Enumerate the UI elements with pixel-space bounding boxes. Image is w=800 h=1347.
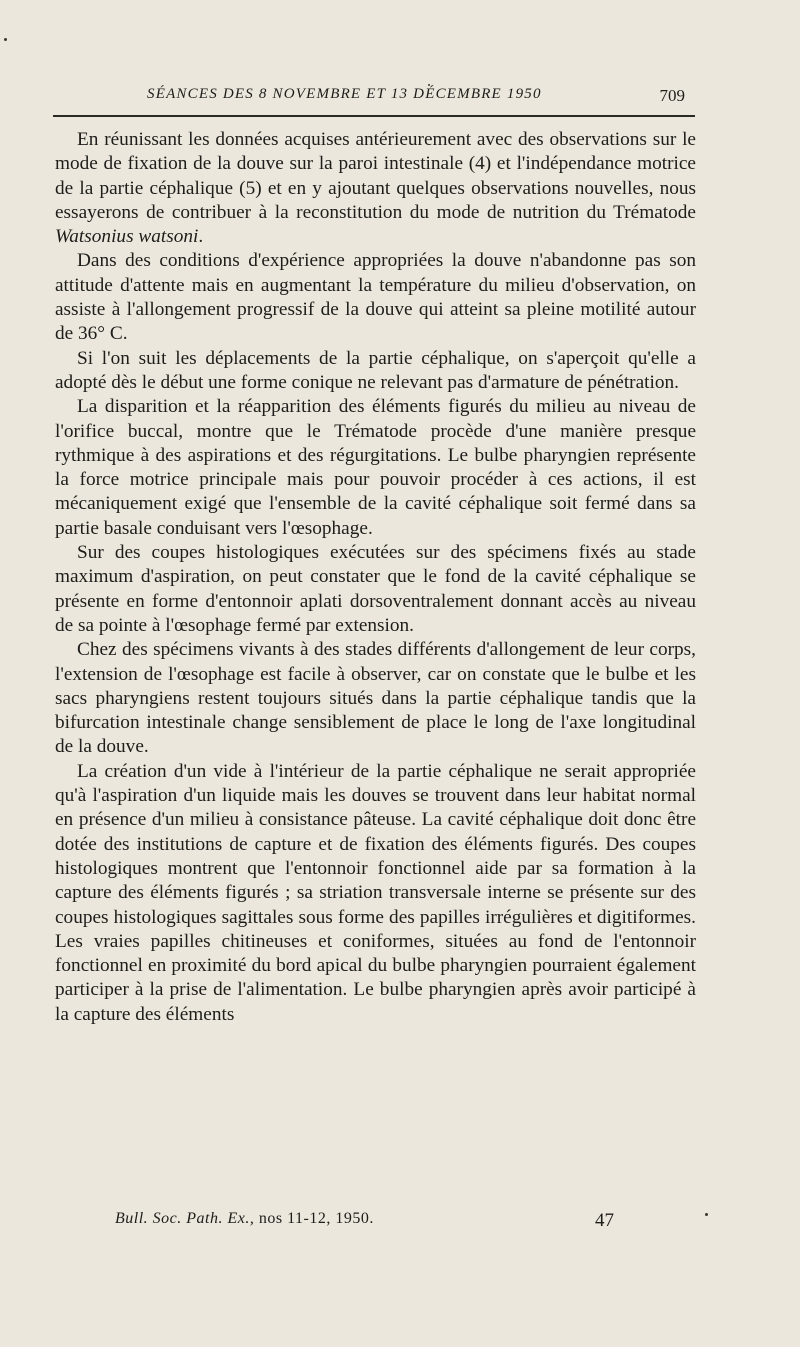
paragraph-3: Si l'on suit les déplacements de la partie céphalique, on s'aperçoit qu'elle a adopté dès le début une forme conique ne relevant pas d'armature de pénétration. — [55, 347, 696, 393]
paragraph-6: Chez des spécimens vivants à des stades différents d'allongement de leur corps, l'extension de l'œsophage est facile à observer, car on constate que le bulbe et les sacs pharyngiens restent toujours situés dans la partie céphalique tandis que la bifurcation intestinale change sensiblement de place le long de l'axe longitudinal de la douve. — [55, 639, 696, 758]
page-footer — [55, 1210, 696, 1236]
paper-speck — [428, 84, 430, 86]
paragraph-1-tail: . — [198, 226, 204, 248]
paragraph-1 — [55, 128, 696, 249]
paragraph-2: Dans des conditions d'expérience appropriées la douve n'abandonne pas son attitude d'attente mais en augmentant la température du milieu d'observation, on assiste à l'allongement progressif de la douve qui atteint sa pleine motilité autour de 36° C. — [55, 250, 696, 345]
journal-citation-issue: nos 11-12, 1950. — [254, 1210, 374, 1227]
body-text — [55, 128, 696, 1027]
running-header — [55, 86, 695, 112]
species-name: Watsonius watsoni — [55, 226, 199, 248]
page-number: 709 — [659, 86, 685, 105]
paper-speck — [4, 38, 7, 41]
signature-mark: 47 — [595, 1210, 614, 1231]
paragraph-7: La création d'un vide à l'intérieur de la partie céphalique ne serait appropriée qu'à l'aspiration d'un liquide mais les douves se trouvent dans leur habitat normal en présence d'un milieu à consistance pâteuse. La cavité céphalique doit donc être dotée des institutions de capture et de fixation des éléments figurés. Des coupes histologiques montrent que l'entonnoir fonctionnel aide par sa formation à la capture des éléments figurés ; sa striation transversale interne se présente sur des coupes histologiques sagittales sous forme des papilles irrégulières et digitiformes. Les vraies papilles chitineuses et coniformes, situées au fond de l'entonnoir fonctionnel en proximité du bord apical du bulbe pharyngien pourraient également participer à la prise de l'alimentation. Le bulbe pharyngien après avoir participé à la capture des éléments — [55, 760, 696, 1025]
journal-citation — [115, 1210, 374, 1228]
running-title: SÉANCES DES 8 NOVEMBRE ET 13 DÉCEMBRE 1950 — [147, 86, 542, 102]
paragraph-4: La disparition et la réapparition des éléments figurés du milieu au niveau de l'orifice buccal, montre que le Trématode procède d'une manière presque rythmique à des aspirations et des régurgitations. Le bulbe pharyngien représente la force motrice principale mais pour pouvoir procéder à ces actions, il est mécaniquement exigé que l'ensemble de la cavité céphalique soit fermé dans sa partie basale conduisant vers l'œsophage. — [55, 396, 696, 539]
paragraph-5: Sur des coupes histologiques exécutées sur des spécimens fixés au stade maximum d'aspiration, on peut constater que le fond de la cavité céphalique se présente en forme d'entonnoir aplati dorsoventralement donnant accès au niveau de sa pointe à l'œsophage fermé par extension. — [55, 542, 696, 636]
journal-citation-title: Bull. Soc. Path. Ex., — [115, 1210, 255, 1227]
paper-speck — [705, 1213, 708, 1216]
header-rule — [53, 115, 695, 117]
paragraph-1-text: En réunissant les données acquises antérieurement avec des observations sur le mode de fixation de la douve sur la paroi intestinale (4) et l'indépendance motrice de la partie céphalique (5) et en y ajoutant quelques observations nouvelles, nous essayerons de contribuer à la reconstitution du mode de nutrition du Trématode — [55, 129, 696, 223]
